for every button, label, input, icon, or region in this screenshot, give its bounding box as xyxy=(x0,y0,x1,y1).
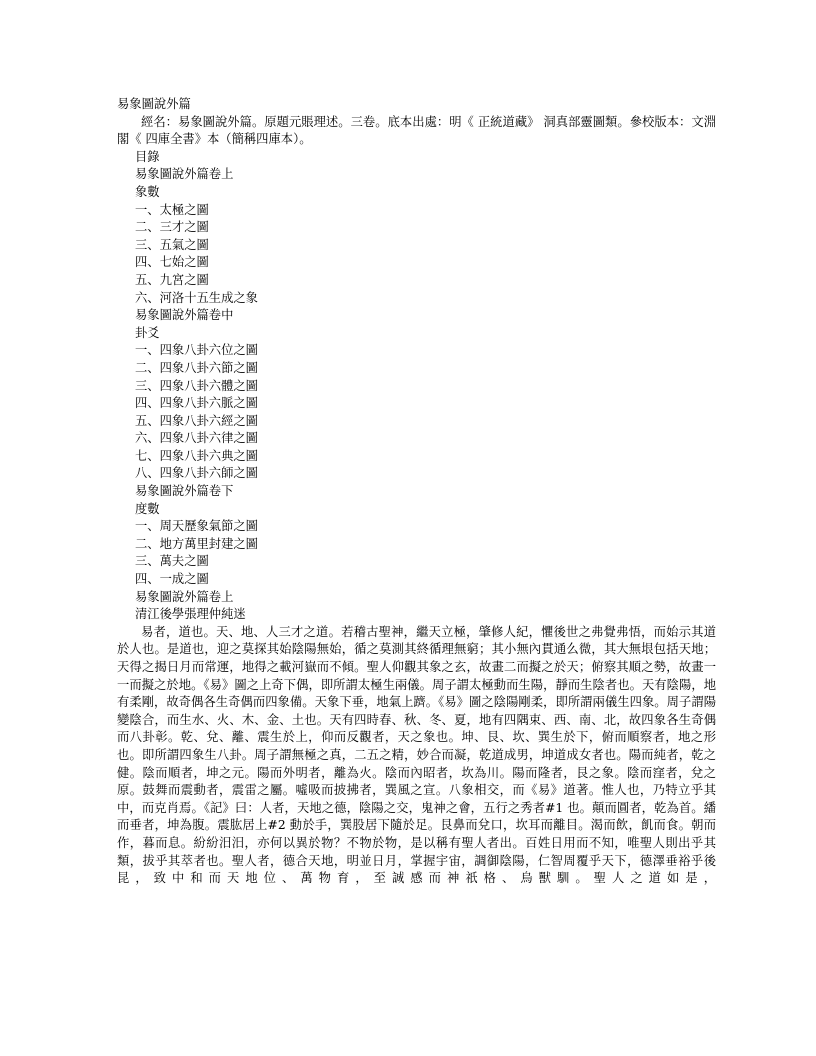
toc-item[interactable]: 五、九宮之圖 xyxy=(135,272,209,287)
toc-item[interactable]: 象數 xyxy=(135,184,160,199)
toc-item[interactable]: 三、五氣之圖 xyxy=(135,237,209,252)
toc-item[interactable]: 二、四象八卦六節之圖 xyxy=(135,360,258,375)
toc-item[interactable]: 五、四象八卦六經之圖 xyxy=(135,413,258,428)
toc-item[interactable]: 三、四象八卦六體之圖 xyxy=(135,378,258,393)
toc-item[interactable]: 六、河洛十五生成之象 xyxy=(135,290,258,305)
toc-item[interactable]: 易象圖說外篇卷上 xyxy=(135,167,234,182)
document-title: 易象圖說外篇 xyxy=(117,97,191,111)
toc-item[interactable]: 度數 xyxy=(135,501,160,516)
toc-item[interactable]: 卦爻 xyxy=(135,325,160,340)
toc-item[interactable]: 八、四象八卦六師之圖 xyxy=(135,466,258,481)
toc-item[interactable]: 七、四象八卦六典之圖 xyxy=(135,448,258,463)
toc-item[interactable]: 三、萬夫之圖 xyxy=(135,554,209,569)
toc-item[interactable]: 四、一成之圖 xyxy=(135,572,209,587)
toc-item[interactable]: 易象圖說外篇卷上 xyxy=(135,589,234,604)
toc-item[interactable]: 四、四象八卦六脈之圖 xyxy=(135,396,258,411)
document-metadata: 經名：易象圖說外篇。原題元賬理述。三卷。底本出處：明《 正統道藏》 洞真部靈圖類。參校版本：文淵閣《 四庫全書》本（簡稱四庫本）。 xyxy=(117,114,716,147)
toc-item[interactable]: 一、四象八卦六位之圖 xyxy=(135,343,258,358)
toc-item[interactable]: 二、地方萬里封建之圖 xyxy=(135,536,258,551)
toc-heading: 目錄 xyxy=(135,149,160,164)
toc-item[interactable]: 一、周天歷象氣節之圖 xyxy=(135,519,258,534)
toc-list xyxy=(117,166,716,606)
body-paragraph: 易者，道也。天、地、人三才之道。若稽古聖神，繼天立極，肇修人紀，懼後世之弗覺弗悟，而始示其道於人也。是道也，迎之莫探其始陰陽無始，循之莫測其終循理無窮；其小無內貫通么微，其大無垠包括天地；天得之揭日月而常運，地得之載河嶽而不傾。聖人仰觀其象之玄，故畫二而擬之於天；俯察其順之勢，故畫一一而擬之於地。《易》圖之上奇下偶，即所謂太極生兩儀。周子謂太極動而生陽，靜而生陰者也。天有陰陽，地有柔剛，故奇偶各生奇偶而四象備。天象下垂，地氣上躋。《易》圖之陰陽剛柔，即所謂兩儀生四象。周子謂陽變陰合，而生水、火、木、金、土也。天有四時春、秋、冬、夏，地有四隅束、西、南、北，故四象各生奇偶而八卦彰。乾、兌、離、震生於上，仰而反觀者，天之象也。坤、艮、坎、巽生於下，俯而順察者，地之形也。即所謂四象生八卦。周子謂無極之真，二五之精，妙合而凝，乾道成男，坤道成女者也。陽而純者，乾之健。陰而順者，坤之元。陽而外明者，離為火。陰而內昭者，坎為川。陽而隆者，艮之象。陰而窪者，兌之原。鼓舞而震動者，震雷之屬。噓吸而披拂者，巽風之宣。八象相交，而《易》道著。惟人也，乃特立乎其中，而克肖焉。《記》曰：人者，天地之德，陰陽之交，鬼神之會，五行之秀者#1 也。顛而圓者，乾為首。繙而垂者，坤為腹。震肱居上#2 動於手，巽股居下隨於足。艮鼻而兌口，坎耳而離目。渴而飲，飢而食。朝而作，暮而息。紛紛汨汨，亦何以異於物？不物於物，是以稱有聖人者出。百姓日用而不知，唯聖人則出乎其類，拔乎其萃者也。聖人者，德合天地，明並日月，掌握宇宙，調御陰陽，仁智周覆乎天下，德澤垂裕乎後昆，致中和而天地位、萬物育，至誠感而神祇格、烏獸馴。聖人之道如是， xyxy=(117,624,716,886)
toc-item[interactable]: 二、三才之圖 xyxy=(135,220,209,235)
toc-item[interactable]: 易象圖說外篇卷下 xyxy=(135,484,234,499)
author-attribution: 清江後學張理仲純迷 xyxy=(135,607,246,622)
toc-item[interactable]: 四、七始之圖 xyxy=(135,255,209,270)
toc-item[interactable]: 六、四象八卦六律之圖 xyxy=(135,431,258,446)
toc-item[interactable]: 一、太極之圖 xyxy=(135,202,209,217)
toc-item[interactable]: 易象圖說外篇卷中 xyxy=(135,308,234,323)
table-of-contents xyxy=(117,149,716,606)
